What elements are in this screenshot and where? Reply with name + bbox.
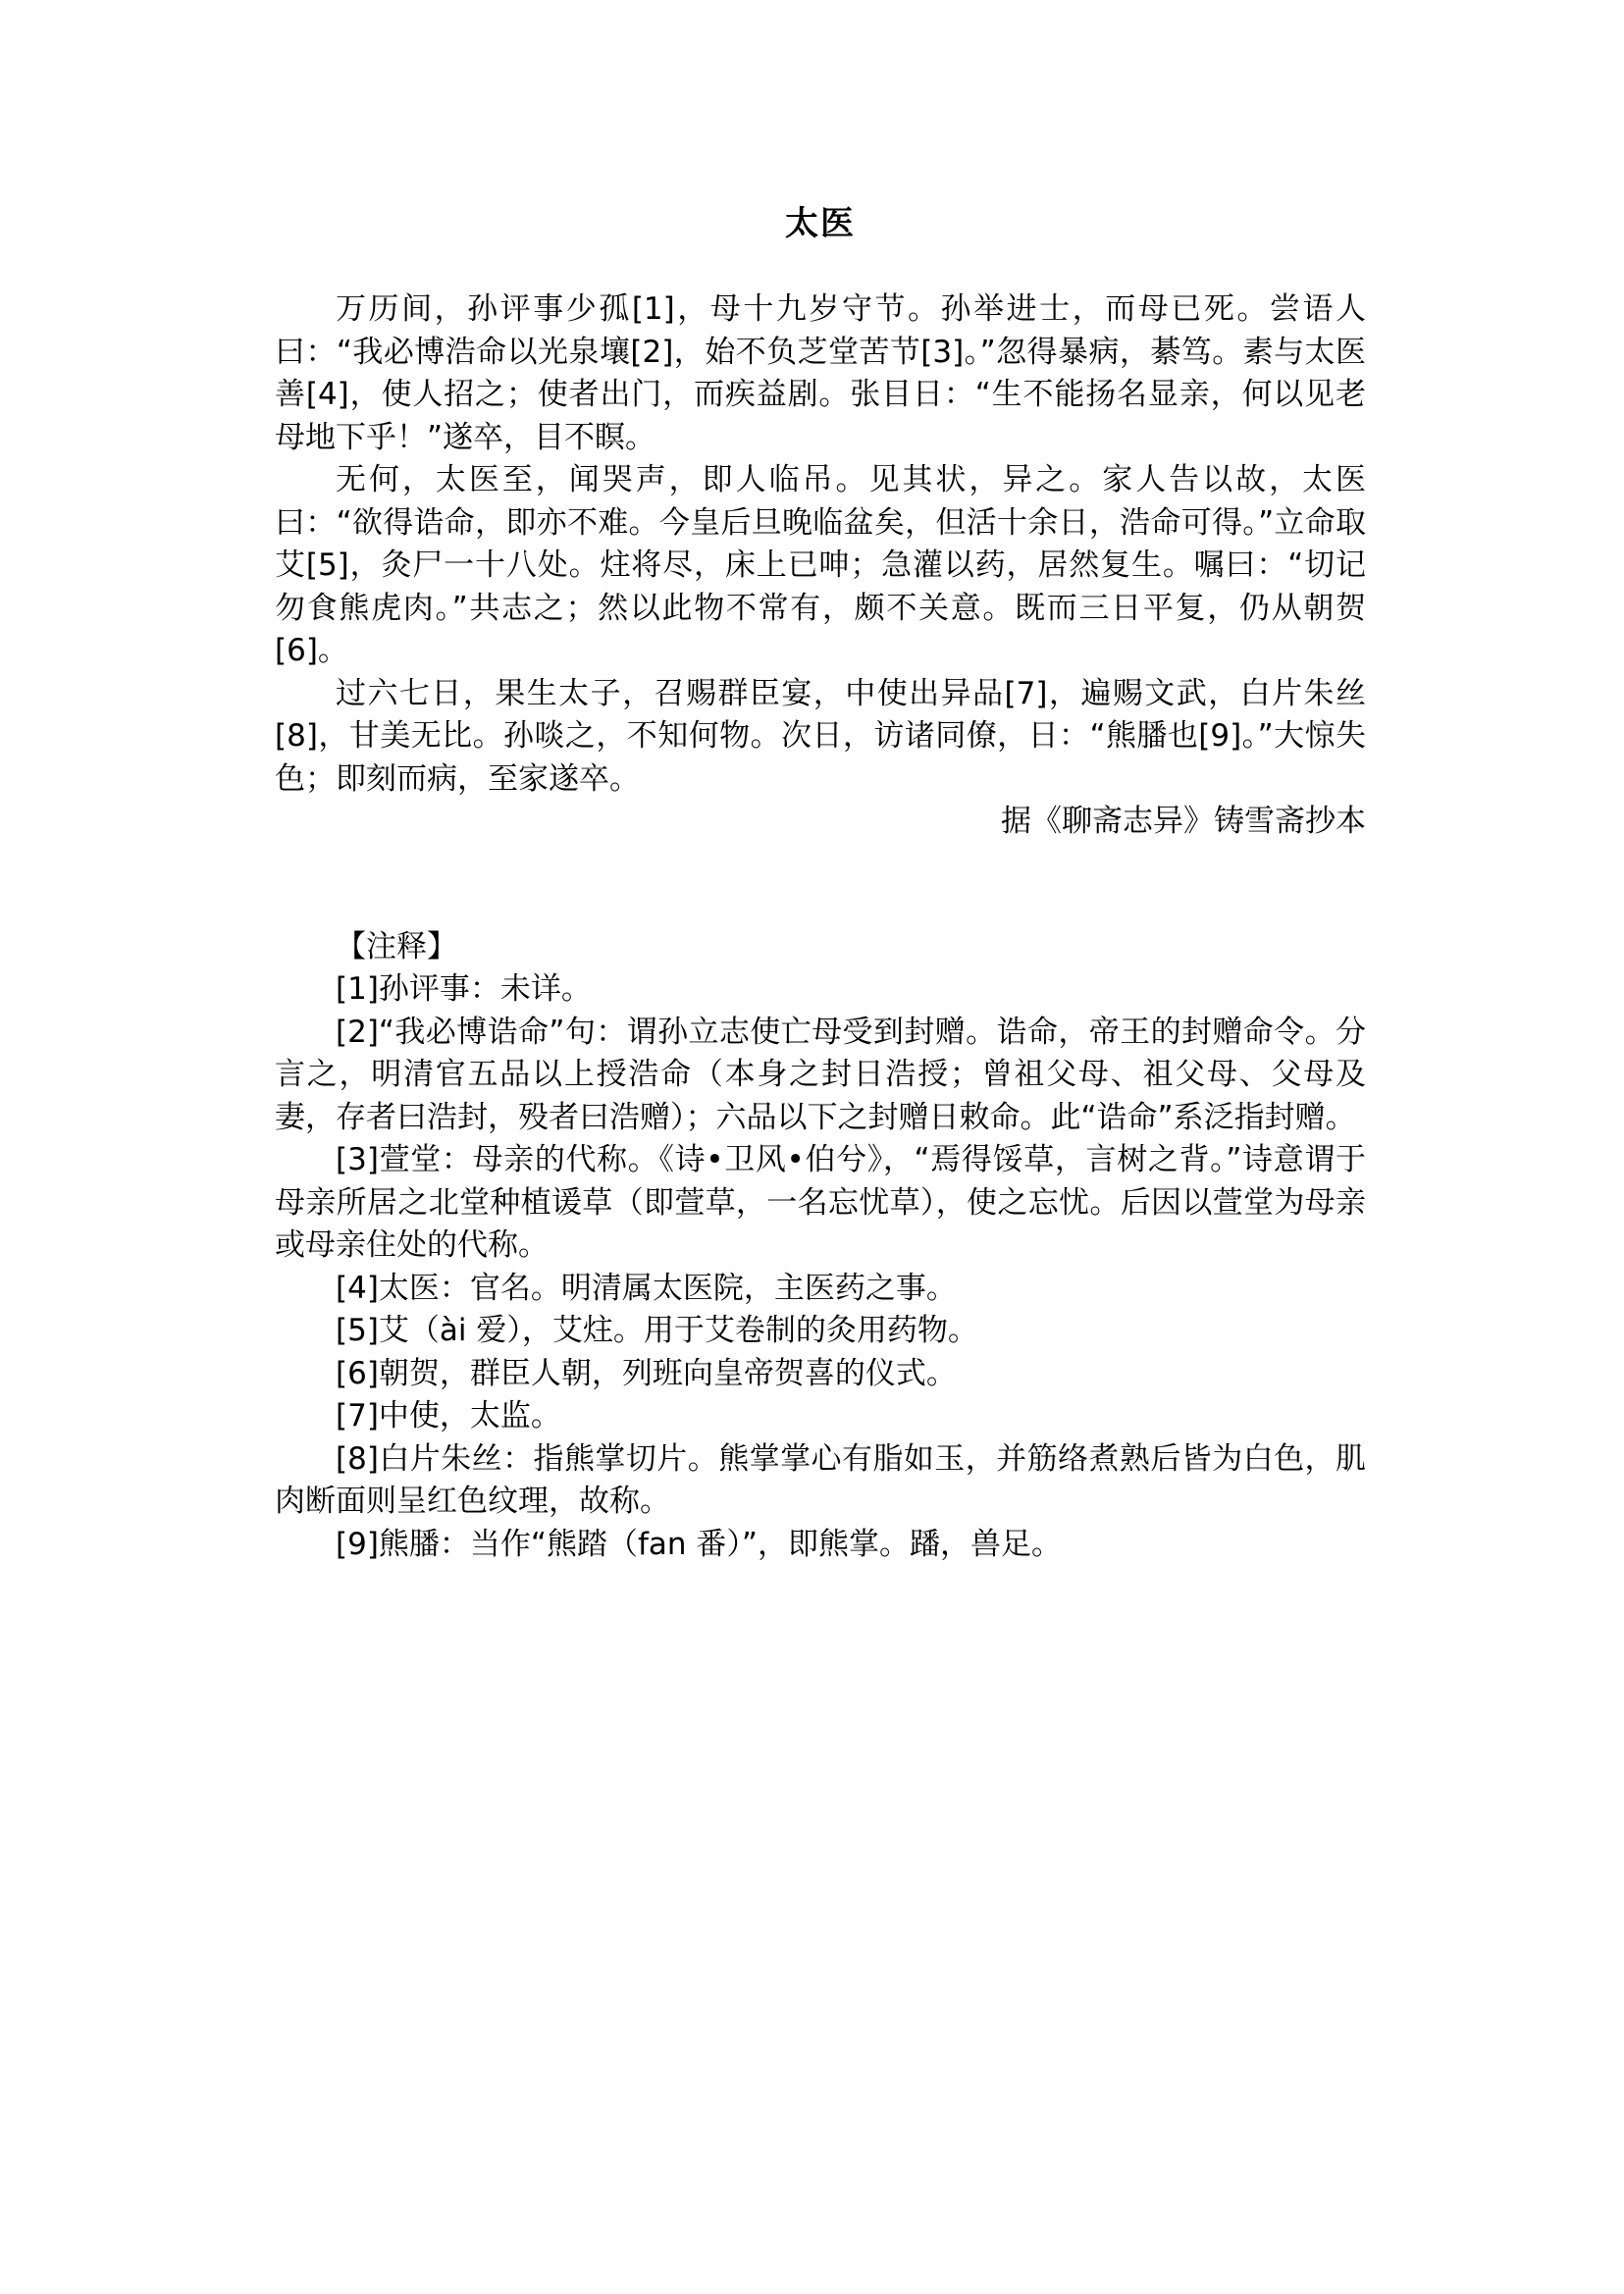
story-paragraph-2: 无何，太医至，闻哭声，即人临吊。见其状，异之。家人告以故，太医曰：“欲得诰命，即亦不难。今皇后旦晚临盆矣，但活十余日，浩命可得。”立命取艾[5]，灸尸一十八处。炷将尽，床上已呻；急灌以药，居然复生。嘱曰：“切记勿食熊虎肉。”共志之；然以此物不常有，颇不关意。既而三日平复，仍从朝贺[6]。 — [275, 462, 1366, 668]
note-item-8: [8]白片朱丝：指熊掌切片。熊掌掌心有脂如玉，并筋络煮熟后皆为白色，肌肉断面则呈红色纹理，故称。 — [275, 1440, 1366, 1519]
story-paragraph-1: 万历间，孙评事少孤[1]，母十九岁守节。孙举进士，而母已死。尝语人曰：“我必博浩命以光泉壤[2]，始不负芝堂苦节[3]。”忽得暴病，綦笃。素与太医善[4]，使人招之；使者出门，而疾益剧。张目日：“生不能扬名显亲，何以见老母地下乎！”遂卒，目不瞑。 — [275, 291, 1366, 455]
note-item-2: [2]“我必博诰命”句：谓孙立志使亡母受到封赠。诰命，帝王的封赠命令。分言之，明清官五品以上授浩命（本身之封日浩授；曾祖父母、祖父母、父母及妻，存者曰浩封，殁者曰浩赠）；六品以下之封赠日敕命。此“诰命”系泛指封赠。 — [275, 1014, 1366, 1135]
note-item-3: [3]萱堂：母亲的代称。《诗•卫风•伯兮》，“焉得馁草，言树之背。”诗意谓于母亲所居之北堂种植谖草（即萱草，一名忘忧草），使之忘忧。后因以萱堂为母亲或母亲住处的代称。 — [275, 1142, 1366, 1263]
notes-heading: 【注释】 — [336, 928, 457, 965]
note-item-9: [9]熊膰：当作“熊踏（fan 番）”，即熊掌。蹯，兽足。 — [336, 1526, 1062, 1562]
source-attribution: 据《聊斋志异》铸雪斋抄本 — [1001, 804, 1366, 839]
document-page — [275, 194, 1366, 1566]
note-item-6: [6]朝贺，群臣人朝，列班向皇帝贺喜的仪式。 — [336, 1355, 957, 1391]
notes-section — [275, 926, 1366, 1567]
document-title: 太医 — [785, 204, 856, 243]
note-item-1: [1]孙评事：未详。 — [336, 971, 592, 1007]
note-item-4: [4]太医：官名。明清属太医院，主医药之事。 — [336, 1270, 957, 1306]
story-paragraph-3: 过六七日，果生太子，召赐群臣宴，中使出异品[7]，遍赐文武，白片朱丝[8]，甘美无比。孙啖之，不知何物。次日，访诸同僚，日：“熊膰也[9]。”大惊失色；即刻而病，至家遂卒。 — [275, 675, 1366, 797]
story-body — [275, 288, 1366, 844]
note-item-7: [7]中使，太监。 — [336, 1398, 561, 1434]
note-item-5: [5]艾（ài 爱），艾炷。用于艾卷制的灸用药物。 — [336, 1313, 978, 1348]
